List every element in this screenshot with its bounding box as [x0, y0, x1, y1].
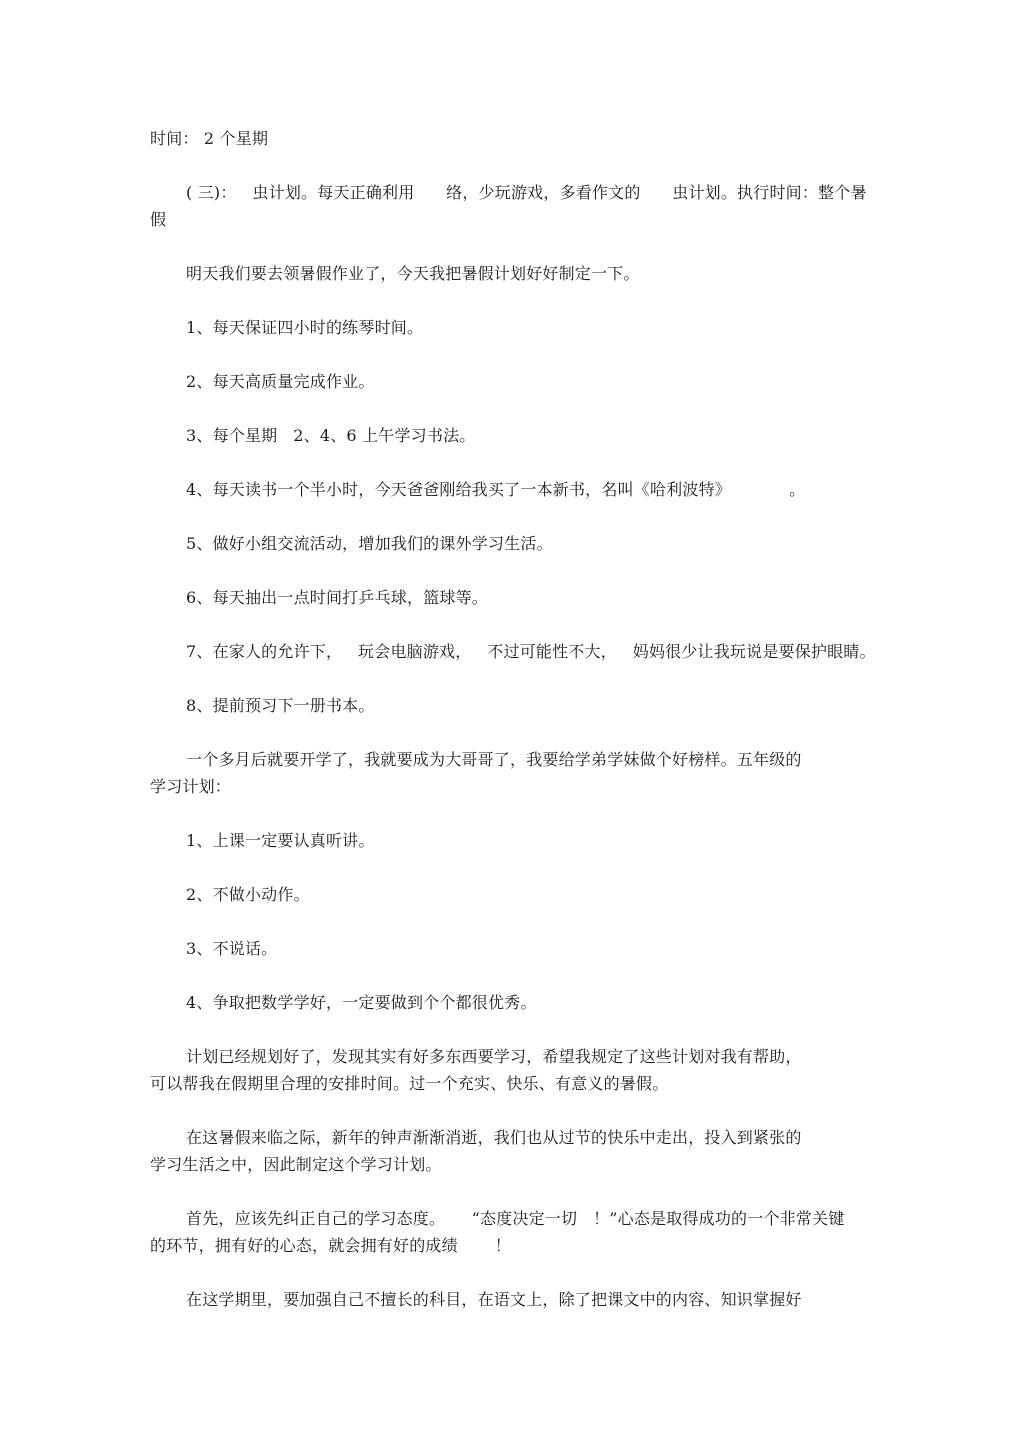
text-line: 假: [150, 210, 167, 229]
text-line: 在这暑假来临之际，新年的钟声渐渐消逝，我们也从过节的快乐中走出，投入到紧张的: [186, 1128, 802, 1147]
text-line: 的环节，拥有好的心态，就会拥有好的成绩 ！: [150, 1236, 512, 1255]
text-line: 明天我们要去领暑假作业了，今天我把暑假计划好好制定一下。: [186, 264, 640, 283]
text-line: 学习计划：: [150, 777, 232, 796]
text-line: 首先，应该先纠正自己的学习态度。 “态度决定一切 ！”心态是取得成功的一个非常关键: [186, 1209, 845, 1228]
text-line: 3、每个星期 2、4、6 上午学习书法。: [186, 426, 476, 445]
text-line: 计划已经规划好了，发现其实有好多东西要学习，希望我规定了这些计划对我有帮助，: [186, 1047, 802, 1066]
text-line: 3、不说话。: [186, 939, 278, 958]
text-line: 时间： 2 个星期: [150, 129, 269, 148]
text-line: 7、在家人的允许下， 玩会电脑游戏， 不过可能性不大， 妈妈很少让我玩说是要保护眼睛。: [186, 642, 876, 661]
text-line: ( 三)： 虫计划。每天正确利用 络，少玩游戏，多看作文的 虫计划。执行时间：整个暑: [186, 183, 867, 202]
text-line: 5、做好小组交流活动，增加我们的课外学习生活。: [186, 534, 553, 553]
text-line: 1、每天保证四小时的练琴时间。: [186, 318, 424, 337]
text-line: 可以帮我在假期里合理的安排时间。过一个充实、快乐、有意义的暑假。: [150, 1074, 669, 1093]
text-line: 学习生活之中，因此制定这个学习计划。: [150, 1155, 442, 1174]
text-line: 一个多月后就要开学了，我就要成为大哥哥了，我要给学弟学妹做个好榜样。五年级的: [186, 750, 802, 769]
text-line: 2、每天高质量完成作业。: [186, 372, 375, 391]
text-line: 在这学期里，要加强自己不擅长的科目，在语文上，除了把课文中的内容、知识掌握好: [186, 1290, 802, 1309]
text-line: 1、上课一定要认真听讲。: [186, 831, 375, 850]
text-line: 2、不做小动作。: [186, 885, 310, 904]
text-line: 6、每天抽出一点时间打乒乓球，篮球等。: [186, 588, 488, 607]
text-line: 8、提前预习下一册书本。: [186, 696, 375, 715]
text-line: 4、争取把数学学好，一定要做到个个都很优秀。: [186, 993, 537, 1012]
text-line: 4、每天读书一个半小时，今天爸爸刚给我买了一本新书，名叫《哈利波特》 。: [186, 480, 806, 499]
